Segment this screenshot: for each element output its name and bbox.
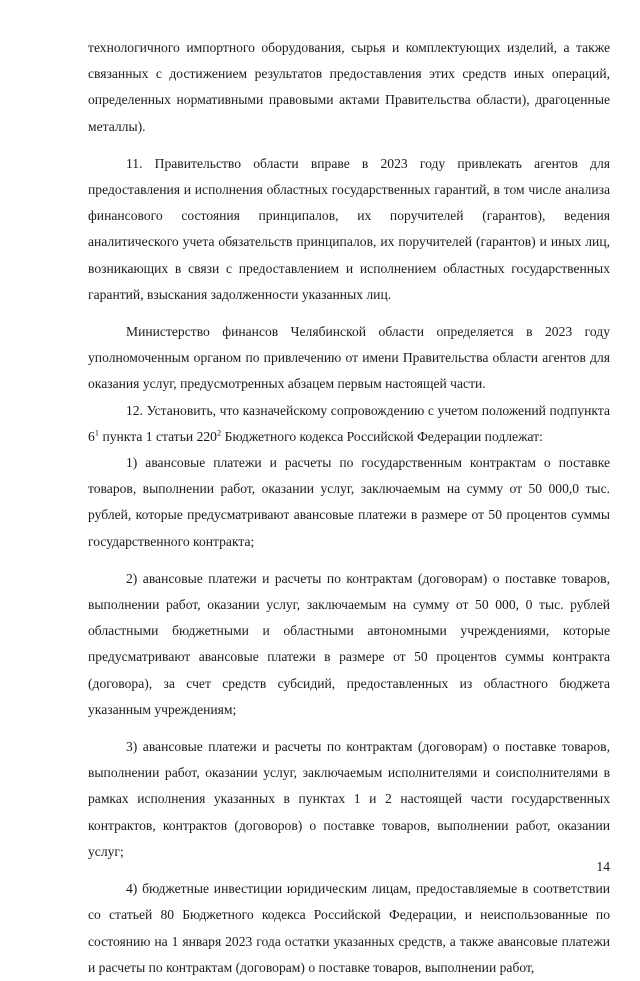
paragraph-12-text-c: Бюджетного кодекса Российской Федерации подлежат: (221, 428, 543, 444)
paragraph-continuation: технологичного импортного оборудования, сырья и комплектующих изделий, а также связанных с достижением результатов предоставления этих средств иных операций, определенных нормативными правовыми актами Правительства области), драгоценные металлы). (88, 40, 610, 134)
superscript-2: 2 (216, 427, 222, 438)
document-page (88, 35, 610, 981)
paragraph-11: 11. Правительство области вправе в 2023 году привлекать агентов для предоставления и исполнения областных государственных гарантий, в том числе анализа финансового состояния принципалов, их поручителей (гарантов), ведения аналитического учета обязательств принципалов, их поручителей (гарантов) и иных лиц, возникающих в связи с предоставлением и исполнением областных государственных гарантий, взыскания задолженности указанных лиц. (88, 155, 610, 302)
paragraph-12-text-a: 12. Установить, что казначейскому сопровождению с учетом положений подпункта 6 (88, 402, 610, 444)
paragraph-12-item-4: 4) бюджетные инвестиции юридическим лицам, предоставляемые в соответствии со статьей 80 Бюджетного кодекса Российской Федерации, и неиспользованные по состоянию на 1 января 2023 года остатки указанных средств, а также авансовые платежи и расчеты по контрактам (договорам) о поставке товаров, выполнении работ, (88, 881, 610, 975)
paragraph-11-ministry: Министерство финансов Челябинской области определяется в 2023 году уполномоченным органом по привлечению от имени Правительства области агентов для оказания услуг, предусмотренных абзацем первым настоящей части. (88, 324, 610, 392)
paragraph-12 (88, 398, 610, 450)
paragraph-12-text-b: пункта 1 статьи 220 (99, 428, 217, 444)
superscript-1: 1 (94, 427, 100, 438)
paragraph-12-item-1: 1) авансовые платежи и расчеты по государственным контрактам о поставке товаров, выполнении работ, оказании услуг, заключаемым на сумму от 50 000,0 тыс. рублей, которые предусматривают авансовые платежи в размере от 50 процентов суммы государственного контракта; (88, 455, 610, 549)
paragraph-12-item-3: 3) авансовые платежи и расчеты по контрактам (договорам) о поставке товаров, выполнении работ, оказании услуг, заключаемым исполнителями и соисполнителями в рамках исполнения указанных в пунктах 1 и 2 настоящей части государственных контрактов, контрактов (договоров) о поставке товаров, выполнении работ, оказании услуг; (88, 739, 610, 859)
paragraph-12-item-2: 2) авансовые платежи и расчеты по контрактам (договорам) о поставке товаров, выполнении работ, оказании услуг, заключаемым на сумму от 50 000, 0 тыс. рублей областными бюджетными и областными автономными учреждениями, которые предусматривают авансовые платежи в размере от 50 процентов суммы контракта (договора), за счет средств субсидий, предоставленных из областного бюджета указанным учреждениям; (88, 570, 610, 717)
page-number: 14 (596, 859, 610, 874)
